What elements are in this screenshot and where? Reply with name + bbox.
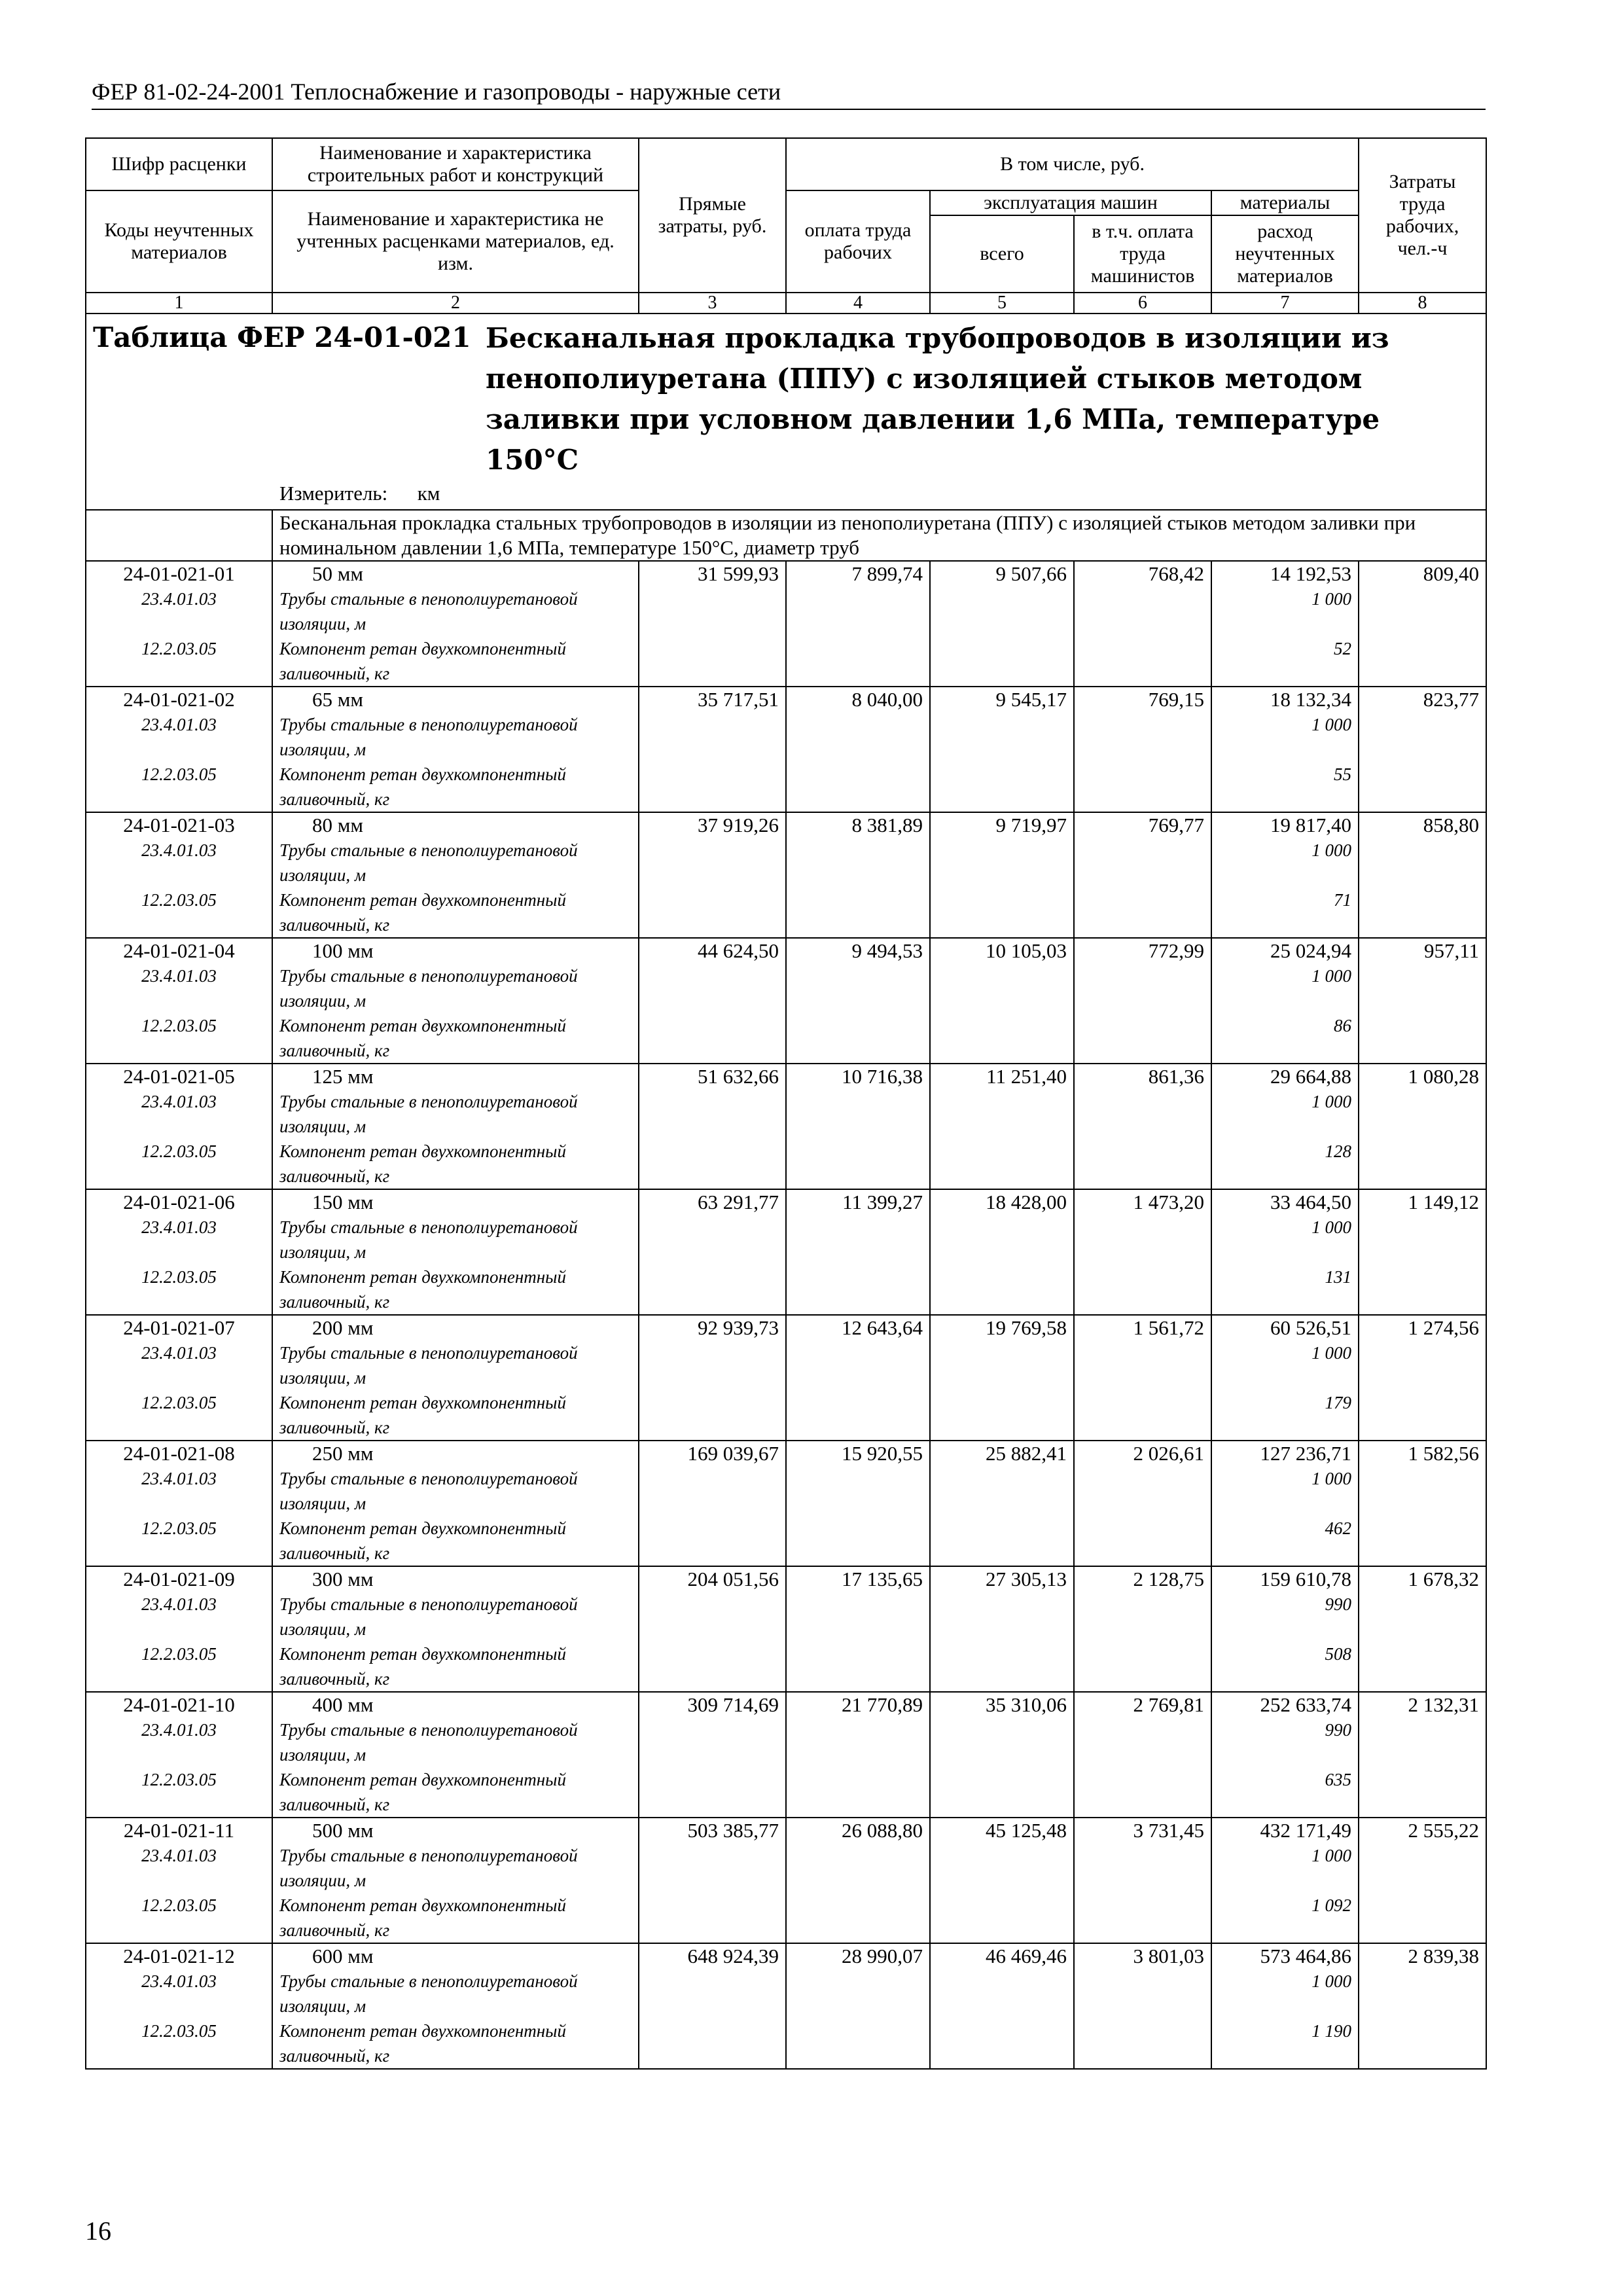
col-number: 1: [86, 293, 272, 314]
operators-pay: 769,15: [1074, 687, 1211, 812]
col-header-code: Шифр расценки: [86, 138, 272, 190]
rate-row: [86, 1692, 1486, 1818]
material-code: 23.4.01.03: [141, 1971, 217, 1991]
materials-cost: 33 464,50: [1270, 1191, 1352, 1213]
material-name: Компонент ретан двухкомпонентный заливочный, кг: [279, 1393, 566, 1437]
machines-total: 25 882,41: [930, 1441, 1074, 1566]
pipe-diameter: 200 мм: [312, 1316, 374, 1339]
direct-cost: 44 624,50: [639, 938, 786, 1064]
material-quantity: 990: [1325, 1720, 1352, 1740]
machines-total: 18 428,00: [930, 1189, 1074, 1315]
col-header-material-names: Наименование и характеристика не учтенных расценками материалов, ед. изм.: [272, 190, 639, 293]
material-code: 23.4.01.03: [141, 966, 217, 986]
running-header: ФЕР 81-02-24-2001 Теплоснабжение и газопроводы - наружные сети: [92, 77, 1486, 110]
table-title-block: [86, 314, 1486, 510]
labor-hours: 1 149,12: [1359, 1189, 1486, 1315]
material-code: 23.4.01.03: [141, 1092, 217, 1111]
materials-cell: [1211, 687, 1359, 812]
material-code: 12.2.03.05: [141, 1393, 217, 1412]
materials-cell: [1211, 1818, 1359, 1943]
material-name: Компонент ретан двухкомпонентный заливочный, кг: [279, 2021, 566, 2066]
pipe-diameter: 600 мм: [312, 1945, 374, 1967]
labor-pay: 7 899,74: [786, 561, 930, 687]
labor-pay: 17 135,65: [786, 1566, 930, 1692]
pipe-diameter: 150 мм: [312, 1191, 374, 1213]
machines-total: 19 769,58: [930, 1315, 1074, 1441]
table-number: Таблица ФЕР 24-01-021: [93, 321, 471, 353]
col-header-material-codes: Коды неучтенных материалов: [86, 190, 272, 293]
table-description: Бесканальная прокладка стальных трубопроводов в изоляции из пенополиуретана (ППУ) с изоляцией стыков методом заливки при номинальном давлении 1,6 МПа, температуре 150°С, диаметр труб: [272, 510, 1486, 561]
materials-cost: 18 132,34: [1270, 688, 1352, 711]
material-quantity: 1 000: [1311, 1092, 1352, 1111]
col-header-work-name: Наименование и характеристика строительных работ и конструкций: [272, 138, 639, 190]
rate-name-cell: [272, 1566, 639, 1692]
col-header-operators-pay: в т.ч. оплата труда машинистов: [1074, 215, 1211, 293]
unit-value: км: [417, 482, 440, 505]
material-code: 23.4.01.03: [141, 1469, 217, 1488]
rate-name-cell: [272, 1315, 639, 1441]
machines-total: 9 719,97: [930, 812, 1074, 938]
material-name: Трубы стальные в пенополиуретановой изоляции, м: [279, 1469, 578, 1513]
material-code: 23.4.01.03: [141, 715, 217, 734]
rate-code-cell: [86, 1692, 272, 1818]
col-number: 3: [639, 293, 786, 314]
labor-pay: 12 643,64: [786, 1315, 930, 1441]
rate-name-cell: [272, 938, 639, 1064]
rate-row: [86, 938, 1486, 1064]
labor-hours: 1 080,28: [1359, 1064, 1486, 1189]
labor-pay: 11 399,27: [786, 1189, 930, 1315]
pipe-diameter: 65 мм: [312, 688, 363, 711]
rate-code: 24-01-021-06: [123, 1191, 235, 1213]
col-number: 5: [930, 293, 1074, 314]
machines-total: 35 310,06: [930, 1692, 1074, 1818]
material-name: Трубы стальные в пенополиуретановой изоляции, м: [279, 1971, 578, 2016]
labor-hours: 823,77: [1359, 687, 1486, 812]
material-name: Трубы стальные в пенополиуретановой изоляции, м: [279, 1092, 578, 1136]
direct-cost: 35 717,51: [639, 687, 786, 812]
labor-pay: 28 990,07: [786, 1943, 930, 2069]
material-name: Трубы стальные в пенополиуретановой изоляции, м: [279, 589, 578, 634]
material-name: Компонент ретан двухкомпонентный заливочный, кг: [279, 639, 566, 683]
rate-code: 24-01-021-11: [123, 1819, 235, 1842]
materials-cost: 573 464,86: [1260, 1945, 1352, 1967]
materials-cost: 159 610,78: [1260, 1568, 1352, 1590]
material-quantity: 128: [1325, 1141, 1352, 1161]
materials-cost: 14 192,53: [1270, 562, 1352, 585]
materials-cost: 432 171,49: [1260, 1819, 1352, 1842]
rate-row: [86, 1566, 1486, 1692]
material-quantity: 462: [1325, 1518, 1352, 1538]
page-number: 16: [85, 2216, 111, 2246]
rate-code: 24-01-021-04: [123, 939, 235, 962]
col-header-machines-total: всего: [930, 215, 1074, 293]
table-unit: [93, 480, 1479, 507]
material-code: 12.2.03.05: [141, 1518, 217, 1538]
rate-code-cell: [86, 1315, 272, 1441]
machines-total: 11 251,40: [930, 1064, 1074, 1189]
material-name: Компонент ретан двухкомпонентный заливочный, кг: [279, 1141, 566, 1186]
pipe-diameter: 100 мм: [312, 939, 374, 962]
materials-cell: [1211, 1315, 1359, 1441]
materials-cell: [1211, 1064, 1359, 1189]
labor-hours: 1 678,32: [1359, 1566, 1486, 1692]
material-quantity: 990: [1325, 1594, 1352, 1614]
machines-total: 46 469,46: [930, 1943, 1074, 2069]
labor-hours: 1 582,56: [1359, 1441, 1486, 1566]
material-quantity: 1 190: [1311, 2021, 1352, 2041]
labor-hours: 957,11: [1359, 938, 1486, 1064]
material-code: 12.2.03.05: [141, 2021, 217, 2041]
labor-hours: 2 132,31: [1359, 1692, 1486, 1818]
pipe-diameter: 50 мм: [312, 562, 363, 585]
direct-cost: 309 714,69: [639, 1692, 786, 1818]
labor-pay: 9 494,53: [786, 938, 930, 1064]
materials-cell: [1211, 1692, 1359, 1818]
materials-cell: [1211, 938, 1359, 1064]
material-quantity: 635: [1325, 1770, 1352, 1789]
materials-cell: [1211, 1189, 1359, 1315]
material-name: Трубы стальные в пенополиуретановой изоляции, м: [279, 1720, 578, 1765]
operators-pay: 2 128,75: [1074, 1566, 1211, 1692]
operators-pay: 3 731,45: [1074, 1818, 1211, 1943]
material-quantity: 1 092: [1311, 1895, 1352, 1915]
pipe-diameter: 300 мм: [312, 1568, 374, 1590]
material-code: 23.4.01.03: [141, 1846, 217, 1865]
material-name: Трубы стальные в пенополиуретановой изоляции, м: [279, 1217, 578, 1262]
rate-row: [86, 1315, 1486, 1441]
material-quantity: 86: [1334, 1016, 1352, 1035]
material-code: 12.2.03.05: [141, 1016, 217, 1035]
operators-pay: 2 769,81: [1074, 1692, 1211, 1818]
machines-total: 10 105,03: [930, 938, 1074, 1064]
material-quantity: 1 000: [1311, 1971, 1352, 1991]
direct-cost: 169 039,67: [639, 1441, 786, 1566]
rate-name-cell: [272, 1441, 639, 1566]
materials-cost: 127 236,71: [1260, 1442, 1352, 1465]
material-code: 23.4.01.03: [141, 1720, 217, 1740]
material-quantity: 1 000: [1311, 1846, 1352, 1865]
rate-code: 24-01-021-05: [123, 1065, 235, 1088]
material-quantity: 1 000: [1311, 1343, 1352, 1363]
machines-total: 27 305,13: [930, 1566, 1074, 1692]
rate-name-cell: [272, 1943, 639, 2069]
machines-total: 45 125,48: [930, 1818, 1074, 1943]
direct-cost: 92 939,73: [639, 1315, 786, 1441]
pipe-diameter: 400 мм: [312, 1693, 374, 1716]
rate-name-cell: [272, 561, 639, 687]
material-code: 12.2.03.05: [141, 764, 217, 784]
rate-row: [86, 1943, 1486, 2069]
material-name: Компонент ретан двухкомпонентный заливочный, кг: [279, 1016, 566, 1060]
rates-table: [85, 137, 1487, 2070]
rate-row: [86, 687, 1486, 812]
rate-name-cell: [272, 1064, 639, 1189]
direct-cost: 31 599,93: [639, 561, 786, 687]
pipe-diameter: 500 мм: [312, 1819, 374, 1842]
materials-cell: [1211, 1943, 1359, 2069]
material-code: 12.2.03.05: [141, 1644, 217, 1664]
material-code: 12.2.03.05: [141, 1267, 217, 1287]
operators-pay: 2 026,61: [1074, 1441, 1211, 1566]
material-quantity: 55: [1334, 764, 1352, 784]
material-code: 12.2.03.05: [141, 890, 217, 910]
materials-cost: 19 817,40: [1270, 814, 1352, 836]
material-quantity: 1 000: [1311, 1469, 1352, 1488]
operators-pay: 1 561,72: [1074, 1315, 1211, 1441]
col-number: 8: [1359, 293, 1486, 314]
rate-code-cell: [86, 812, 272, 938]
labor-pay: 21 770,89: [786, 1692, 930, 1818]
material-name: Компонент ретан двухкомпонентный заливочный, кг: [279, 1770, 566, 1814]
rate-code-cell: [86, 1943, 272, 2069]
material-code: 23.4.01.03: [141, 1217, 217, 1237]
unit-label: Измеритель:: [279, 482, 388, 505]
col-number: 7: [1211, 293, 1359, 314]
materials-cost: 60 526,51: [1270, 1316, 1352, 1339]
labor-hours: 2 839,38: [1359, 1943, 1486, 2069]
material-code: 12.2.03.05: [141, 1895, 217, 1915]
operators-pay: 769,77: [1074, 812, 1211, 938]
direct-cost: 648 924,39: [639, 1943, 786, 2069]
material-name: Трубы стальные в пенополиуретановой изоляции, м: [279, 1846, 578, 1890]
pipe-diameter: 250 мм: [312, 1442, 374, 1465]
materials-cell: [1211, 1566, 1359, 1692]
direct-cost: 503 385,77: [639, 1818, 786, 1943]
labor-hours: 1 274,56: [1359, 1315, 1486, 1441]
rate-row: [86, 1441, 1486, 1566]
pipe-diameter: 125 мм: [312, 1065, 374, 1088]
material-quantity: 1 000: [1311, 966, 1352, 986]
rate-code-cell: [86, 1818, 272, 1943]
rate-code: 24-01-021-09: [123, 1568, 235, 1590]
material-name: Трубы стальные в пенополиуретановой изоляции, м: [279, 1343, 578, 1388]
operators-pay: 768,42: [1074, 561, 1211, 687]
labor-hours: 809,40: [1359, 561, 1486, 687]
operators-pay: 3 801,03: [1074, 1943, 1211, 2069]
rate-code: 24-01-021-12: [123, 1945, 235, 1967]
col-header-machines: эксплуатация машин: [930, 190, 1211, 215]
material-name: Компонент ретан двухкомпонентный заливочный, кг: [279, 1267, 566, 1312]
rate-row: [86, 1064, 1486, 1189]
rate-code: 24-01-021-07: [123, 1316, 235, 1339]
material-code: 12.2.03.05: [141, 639, 217, 658]
materials-cell: [1211, 1441, 1359, 1566]
rate-code-cell: [86, 687, 272, 812]
rate-name-cell: [272, 1692, 639, 1818]
material-name: Трубы стальные в пенополиуретановой изоляции, м: [279, 840, 578, 885]
material-code: 12.2.03.05: [141, 1770, 217, 1789]
material-code: 12.2.03.05: [141, 1141, 217, 1161]
rate-code-cell: [86, 561, 272, 687]
rate-row: [86, 561, 1486, 687]
pipe-diameter: 80 мм: [312, 814, 363, 836]
labor-pay: 26 088,80: [786, 1818, 930, 1943]
col-header-direct-cost: Прямые затраты, руб.: [639, 138, 786, 293]
material-name: Компонент ретан двухкомпонентный заливочный, кг: [279, 890, 566, 935]
rate-code: 24-01-021-03: [123, 814, 235, 836]
col-number: 6: [1074, 293, 1211, 314]
labor-hours: 2 555,22: [1359, 1818, 1486, 1943]
labor-hours: 858,80: [1359, 812, 1486, 938]
direct-cost: 204 051,56: [639, 1566, 786, 1692]
col-header-including: В том числе, руб.: [786, 138, 1359, 190]
rate-code: 24-01-021-01: [123, 562, 235, 585]
col-header-material-consumption: расход неучтенных материалов: [1211, 215, 1359, 293]
material-quantity: 1 000: [1311, 840, 1352, 860]
rate-code-cell: [86, 1566, 272, 1692]
material-code: 23.4.01.03: [141, 589, 217, 609]
material-code: 23.4.01.03: [141, 1343, 217, 1363]
rate-name-cell: [272, 1818, 639, 1943]
rate-row: [86, 812, 1486, 938]
material-code: 23.4.01.03: [141, 1594, 217, 1614]
material-quantity: 1 000: [1311, 1217, 1352, 1237]
material-name: Компонент ретан двухкомпонентный заливочный, кг: [279, 764, 566, 809]
labor-pay: 10 716,38: [786, 1064, 930, 1189]
material-quantity: 1 000: [1311, 589, 1352, 609]
material-quantity: 131: [1325, 1267, 1352, 1287]
materials-cost: 29 664,88: [1270, 1065, 1352, 1088]
col-header-materials: материалы: [1211, 190, 1359, 215]
materials-cell: [1211, 561, 1359, 687]
rate-code-cell: [86, 1064, 272, 1189]
rate-name-cell: [272, 1189, 639, 1315]
materials-cost: 252 633,74: [1260, 1693, 1352, 1716]
col-header-labor-hours: Затраты труда рабочих, чел.-ч: [1359, 138, 1486, 293]
direct-cost: 37 919,26: [639, 812, 786, 938]
material-code: 23.4.01.03: [141, 840, 217, 860]
materials-cost: 25 024,94: [1270, 939, 1352, 962]
material-name: Компонент ретан двухкомпонентный заливочный, кг: [279, 1518, 566, 1563]
material-quantity: 52: [1334, 639, 1352, 658]
machines-total: 9 545,17: [930, 687, 1074, 812]
rate-name-cell: [272, 687, 639, 812]
machines-total: 9 507,66: [930, 561, 1074, 687]
direct-cost: 63 291,77: [639, 1189, 786, 1315]
operators-pay: 772,99: [1074, 938, 1211, 1064]
rate-code-cell: [86, 1441, 272, 1566]
rate-code-cell: [86, 1189, 272, 1315]
material-quantity: 71: [1334, 890, 1352, 910]
rate-code: 24-01-021-02: [123, 688, 235, 711]
rate-code: 24-01-021-08: [123, 1442, 235, 1465]
direct-cost: 51 632,66: [639, 1064, 786, 1189]
material-name: Трубы стальные в пенополиуретановой изоляции, м: [279, 966, 578, 1011]
labor-pay: 8 381,89: [786, 812, 930, 938]
material-name: Трубы стальные в пенополиуретановой изоляции, м: [279, 1594, 578, 1639]
col-header-labor-pay: оплата труда рабочих: [786, 190, 930, 293]
rate-code-cell: [86, 938, 272, 1064]
rate-row: [86, 1818, 1486, 1943]
rate-name-cell: [272, 812, 639, 938]
col-number: 2: [272, 293, 639, 314]
rate-row: [86, 1189, 1486, 1315]
material-name: Компонент ретан двухкомпонентный заливочный, кг: [279, 1644, 566, 1689]
material-name: Трубы стальные в пенополиуретановой изоляции, м: [279, 715, 578, 759]
materials-cell: [1211, 812, 1359, 938]
material-quantity: 508: [1325, 1644, 1352, 1664]
table-title: Бесканальная прокладка трубопроводов в изоляции из пенополиуретана (ППУ) с изоляцией стыков методом заливки при условном давлении 1,6 МПа, температуре 150°С: [486, 322, 1389, 476]
labor-pay: 15 920,55: [786, 1441, 930, 1566]
rate-code: 24-01-021-10: [123, 1693, 235, 1716]
material-quantity: 1 000: [1311, 715, 1352, 734]
material-name: Компонент ретан двухкомпонентный заливочный, кг: [279, 1895, 566, 1940]
operators-pay: 861,36: [1074, 1064, 1211, 1189]
labor-pay: 8 040,00: [786, 687, 930, 812]
material-quantity: 179: [1325, 1393, 1352, 1412]
operators-pay: 1 473,20: [1074, 1189, 1211, 1315]
col-number: 4: [786, 293, 930, 314]
